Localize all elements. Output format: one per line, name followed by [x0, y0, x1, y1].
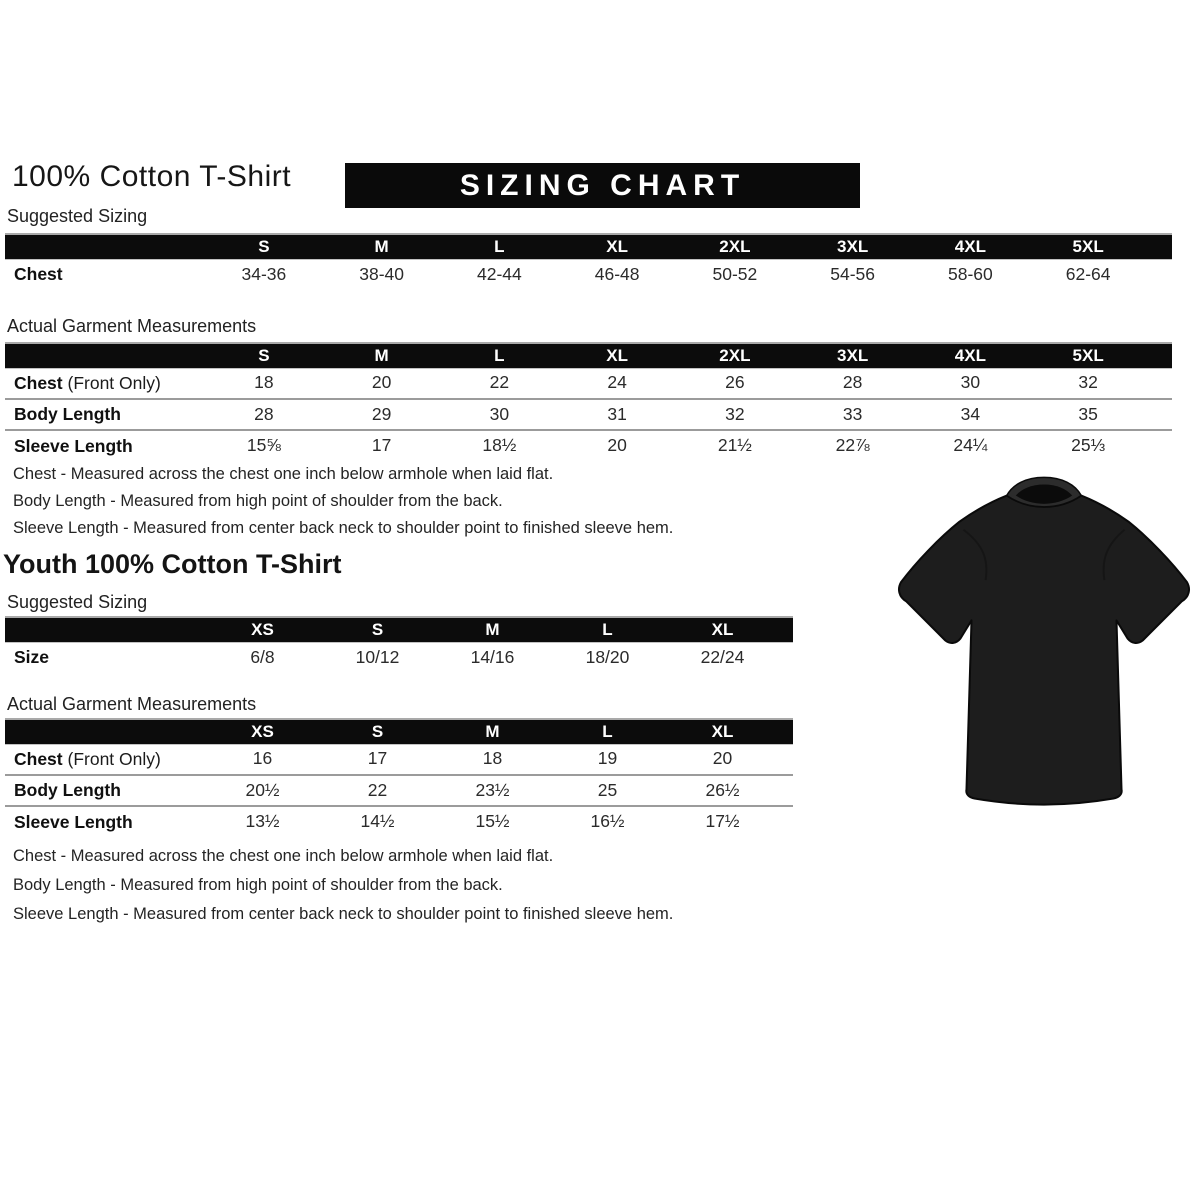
- measurement-value: 22/24: [700, 646, 745, 667]
- measurement-value: 30: [960, 372, 981, 393]
- measurement-value: 25⅓: [1071, 435, 1106, 455]
- youth-suggested-sizing-label: Suggested Sizing: [7, 592, 148, 612]
- measurement-value: 14½: [360, 811, 395, 831]
- row-label: [5, 806, 205, 837]
- measurement-value: 14/16: [470, 646, 515, 667]
- size-column-header: S: [205, 234, 323, 259]
- size-column-header: L: [441, 343, 559, 368]
- measurement-value: 26½: [705, 779, 740, 800]
- row-label: [5, 775, 205, 806]
- size-column-header: 2XL: [676, 234, 794, 259]
- measurement-row: [5, 642, 793, 673]
- measurement-value: 13½: [245, 811, 280, 831]
- header-spacer-cell: [780, 719, 793, 744]
- size-column-header: S: [205, 343, 323, 368]
- row-label-text: Body Length: [14, 780, 121, 800]
- measurement-value: 29: [371, 403, 392, 424]
- row-label-text: Sleeve Length: [14, 435, 133, 456]
- size-column-header: L: [550, 617, 665, 642]
- size-column-header: XL: [665, 617, 780, 642]
- adult-actual-measurements-label: Actual Garment Measurements: [7, 316, 257, 336]
- note-body-length: Body Length - Measured from high point of shoulder from the back.: [13, 876, 503, 894]
- measurement-value: 38-40: [359, 263, 404, 284]
- measurement-value: 54-56: [830, 263, 875, 284]
- size-header-row: [5, 719, 793, 744]
- measurement-value: 46-48: [594, 263, 640, 284]
- measurement-row: [5, 430, 1172, 461]
- measurement-value: 25: [597, 779, 618, 800]
- header-spacer-cell: [1147, 343, 1172, 368]
- row-spacer-cell: [780, 775, 793, 806]
- measurement-row: [5, 259, 1172, 290]
- size-column-header: XL: [558, 234, 676, 259]
- row-label: [5, 368, 205, 399]
- row-label-text: Chest: [14, 748, 63, 769]
- adult-measurement-notes: [13, 461, 673, 542]
- row-label-text: Body Length: [14, 404, 121, 424]
- measurement-value: 22⅞: [835, 435, 870, 455]
- row-spacer-cell: [1147, 430, 1172, 461]
- measurement-value: 24: [607, 372, 627, 393]
- size-column-header: XL: [558, 343, 676, 368]
- black-tshirt-icon: [893, 467, 1195, 819]
- measurement-value: 33: [842, 403, 863, 424]
- measurement-row: [5, 368, 1172, 399]
- row-label-suffix: (Front Only): [62, 372, 161, 393]
- measurement-value: 18: [482, 748, 503, 769]
- measurement-value: 22: [367, 779, 388, 800]
- youth-measurement-notes: [13, 842, 673, 929]
- measurement-value: 10/12: [355, 646, 400, 667]
- measurement-value: 26: [725, 372, 745, 393]
- header-corner-cell: [5, 343, 205, 368]
- row-spacer-cell: [780, 806, 793, 837]
- row-label: [5, 399, 205, 430]
- row-label-text: Chest: [14, 264, 63, 285]
- measurement-value: 28: [842, 372, 863, 393]
- row-label-suffix: (Front Only): [62, 748, 161, 769]
- size-column-header: 3XL: [794, 234, 912, 259]
- row-label: [5, 430, 205, 461]
- row-spacer-cell: [1147, 259, 1172, 290]
- youth-section-title: Youth 100% Cotton T-Shirt: [3, 549, 342, 579]
- measurement-value: 62-64: [1065, 263, 1111, 284]
- youth-actual-measurements-label: Actual Garment Measurements: [7, 694, 257, 714]
- sizing-chart-banner-text: SIZING CHART: [459, 168, 746, 202]
- measurement-value: 17: [367, 748, 388, 769]
- size-header-row: [5, 234, 1172, 259]
- measurement-value: 23½: [475, 779, 510, 800]
- measurement-value: 31: [607, 403, 627, 424]
- header-corner-cell: [5, 234, 205, 259]
- size-column-header: XS: [205, 719, 320, 744]
- size-column-header: M: [323, 234, 441, 259]
- measurement-value: 17½: [705, 811, 740, 831]
- row-spacer-cell: [780, 642, 793, 673]
- measurement-row: [5, 399, 1172, 430]
- measurement-value: 18/20: [585, 646, 630, 667]
- measurement-value: 22: [489, 372, 510, 393]
- size-header-row: [5, 617, 793, 642]
- measurement-value: 34-36: [241, 263, 287, 284]
- sizing-chart-banner: [345, 163, 860, 208]
- measurement-value: 21½: [717, 435, 752, 455]
- measurement-value: 24¼: [953, 435, 988, 455]
- header-corner-cell: [5, 719, 205, 744]
- measurement-value: 18½: [482, 435, 517, 455]
- measurement-value: 35: [1078, 403, 1098, 424]
- measurement-value: 15½: [475, 811, 510, 831]
- note-sleeve-length: Sleeve Length - Measured from center back neck to shoulder point to finished sleeve hem.: [13, 519, 674, 537]
- size-column-header: XL: [665, 719, 780, 744]
- header-spacer-cell: [1147, 234, 1172, 259]
- measurement-value: 17: [371, 435, 392, 455]
- measurement-value: 18: [254, 372, 274, 393]
- row-spacer-cell: [780, 744, 793, 775]
- size-column-header: 5XL: [1029, 234, 1147, 259]
- size-column-header: M: [323, 343, 441, 368]
- measurement-value: 28: [254, 403, 274, 424]
- measurement-value: 30: [489, 403, 510, 424]
- size-column-header: S: [320, 719, 435, 744]
- note-sleeve-length: Sleeve Length - Measured from center back neck to shoulder point to finished sleeve hem.: [13, 905, 674, 923]
- measurement-value: 20½: [245, 779, 280, 800]
- row-spacer-cell: [1147, 368, 1172, 399]
- size-column-header: 2XL: [676, 343, 794, 368]
- row-label-text: Sleeve Length: [14, 811, 133, 832]
- youth-actual-measurements-table: [5, 718, 793, 837]
- size-column-header: L: [550, 719, 665, 744]
- header-spacer-cell: [780, 617, 793, 642]
- adult-actual-measurements-table: [5, 342, 1172, 461]
- size-column-header: 4XL: [912, 234, 1030, 259]
- row-label-text: Size: [14, 647, 50, 668]
- row-label: [5, 259, 205, 290]
- note-chest: Chest - Measured across the chest one inch below armhole when laid flat.: [13, 847, 554, 865]
- measurement-row: [5, 806, 793, 837]
- row-label: [5, 642, 205, 673]
- measurement-row: [5, 744, 793, 775]
- row-spacer-cell: [1147, 399, 1172, 430]
- size-column-header: M: [435, 719, 550, 744]
- header-corner-cell: [5, 617, 205, 642]
- size-header-row: [5, 343, 1172, 368]
- black-tshirt-image: [893, 467, 1195, 819]
- size-column-header: M: [435, 617, 550, 642]
- size-column-header: S: [320, 617, 435, 642]
- measurement-value: 34: [960, 403, 981, 424]
- measurement-value: 16½: [590, 811, 625, 831]
- measurement-value: 15⅝: [246, 435, 281, 455]
- size-column-header: 3XL: [794, 343, 912, 368]
- measurement-value: 20: [607, 435, 627, 455]
- row-label-text: Chest: [14, 372, 63, 393]
- measurement-value: 32: [725, 403, 745, 424]
- measurement-value: 20: [371, 372, 392, 393]
- youth-suggested-sizing-table: [5, 616, 793, 673]
- measurement-value: 20: [712, 748, 733, 769]
- adult-suggested-sizing-label: Suggested Sizing: [7, 206, 148, 226]
- measurement-row: [5, 775, 793, 806]
- measurement-value: 19: [597, 748, 618, 769]
- measurement-value: 6/8: [250, 646, 275, 667]
- note-chest: Chest - Measured across the chest one inch below armhole when laid flat.: [13, 465, 554, 483]
- size-column-header: L: [441, 234, 559, 259]
- measurement-value: 42-44: [476, 263, 522, 284]
- row-label: [5, 744, 205, 775]
- size-column-header: 4XL: [912, 343, 1030, 368]
- measurement-value: 32: [1078, 372, 1098, 393]
- note-body-length: Body Length - Measured from high point of shoulder from the back.: [13, 492, 503, 510]
- measurement-value: 50-52: [712, 263, 758, 284]
- measurement-value: 16: [252, 748, 273, 769]
- adult-suggested-sizing-table: [5, 233, 1172, 290]
- size-column-header: 5XL: [1029, 343, 1147, 368]
- measurement-value: 58-60: [947, 263, 993, 284]
- size-column-header: XS: [205, 617, 320, 642]
- page-title: 100% Cotton T-Shirt: [12, 160, 292, 193]
